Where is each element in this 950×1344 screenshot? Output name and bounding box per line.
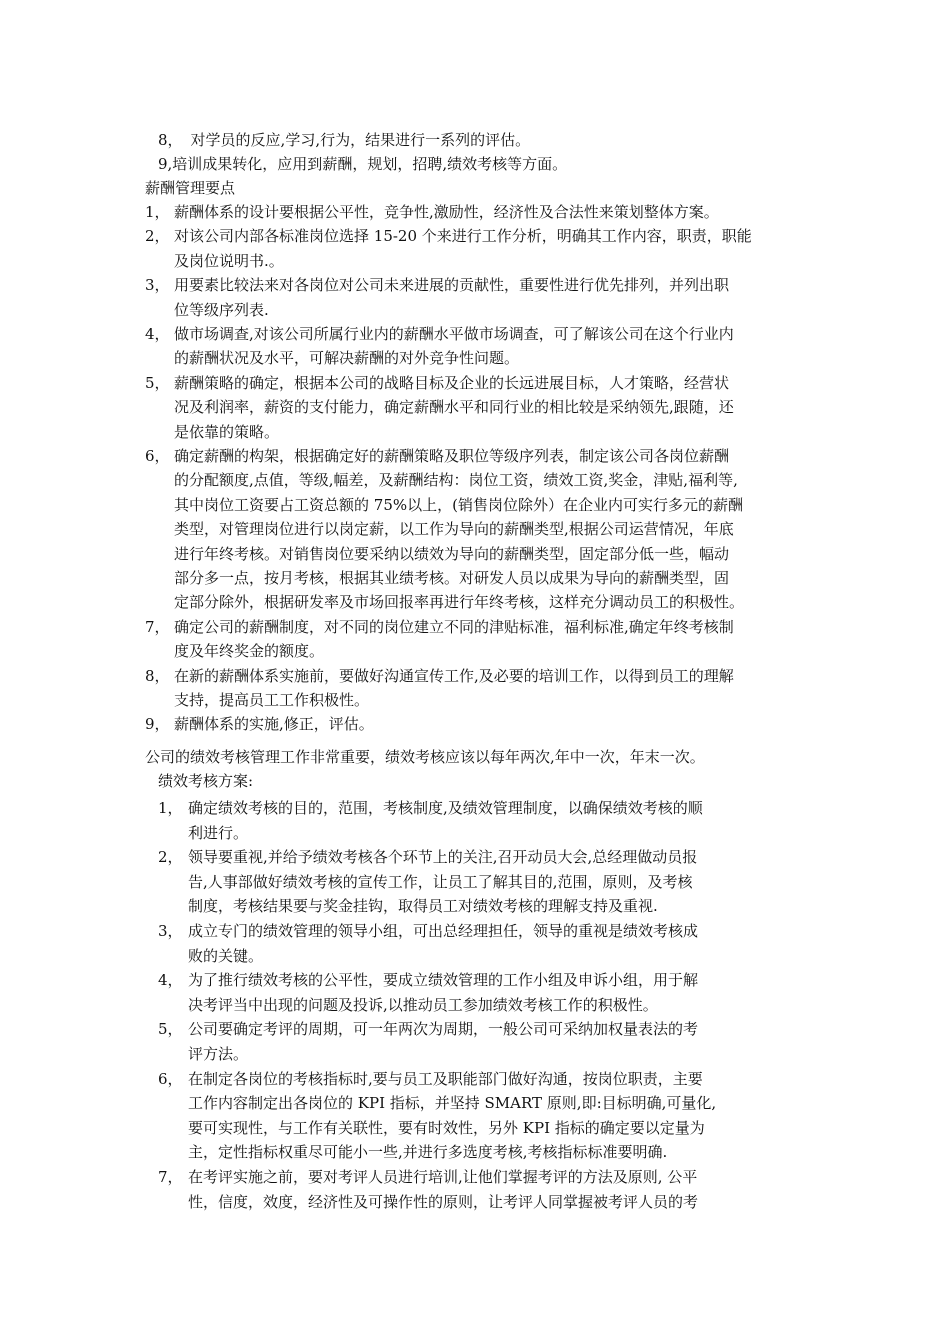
list-item-text: 位等级序列表. <box>174 300 269 319</box>
list-number: 9， <box>145 715 170 734</box>
salary-item-line <box>145 346 519 370</box>
list-item-text: 败的关键。 <box>188 946 264 965</box>
list-item-text: 要可实现性，与工作有关联性，要有时效性，另外 KPI 指标的确定要以定量为 <box>188 1118 705 1137</box>
appraisal-item-line <box>158 894 658 918</box>
list-item-text: 的薪酬状况及水平，可解决薪酬的对外竞争性问题。 <box>174 349 520 368</box>
top-item-9 <box>158 152 567 176</box>
salary-item-line <box>145 420 279 444</box>
salary-item-line <box>145 590 744 614</box>
salary-item-line <box>145 322 734 346</box>
list-item-text: 确定薪酬的构架，根据确定好的薪酬策略及职位等级序列表，制定该公司各岗位薪酬 <box>174 447 730 465</box>
list-number: 1， <box>145 203 170 221</box>
salary-item-line <box>145 615 734 639</box>
list-number: 5， <box>145 373 170 392</box>
list-item-text: 在新的薪酬体系实施前，要做好沟通宣传工作,及必要的培训工作，以得到员工的理解 <box>174 666 734 685</box>
list-item-text: 决考评当中出现的问题及投诉,以推动员工参加绩效考核工作的积极性。 <box>188 995 658 1014</box>
salary-item-line <box>145 395 734 419</box>
appraisal-item-line <box>158 870 693 894</box>
appraisal-item-line <box>158 821 248 845</box>
list-number: 8， <box>145 666 170 685</box>
list-number: 2， <box>145 227 170 246</box>
list-item-text: 确定公司的薪酬制度，对不同的岗位建立不同的津贴标准，福利标准,确定年终考核制 <box>174 617 734 636</box>
appraisal-item-line <box>158 944 263 968</box>
salary-item-line <box>145 688 369 712</box>
list-item-text: 度及年终奖金的额度。 <box>174 642 325 661</box>
appraisal-item-line <box>158 1140 667 1164</box>
list-number: 3， <box>158 922 183 940</box>
list-item-text: 9,培训成果转化，应用到薪酬，规划，招聘,绩效考核等方面。 <box>158 155 568 173</box>
list-item-text: 薪酬策略的确定，根据本公司的战略目标及企业的长远进展目标，人才策略，经营状 <box>174 373 730 392</box>
appraisal-item-line <box>158 1091 716 1115</box>
salary-item-line <box>145 224 752 248</box>
list-item-text: 领导要重视,并给予绩效考核各个环节上的关注,召开动员大会,总经理做动员报 <box>188 848 698 867</box>
appraisal-item-line <box>158 845 697 869</box>
list-item-text: 进行年终考核。对销售岗位要采纳以绩效为导向的薪酬类型，固定部分低一些，幅动 <box>174 544 730 563</box>
list-item-text: 性，信度，效度，经济性及可操作性的原则，让考评人同掌握被考评人员的考 <box>188 1192 699 1211</box>
list-item-text: 在制定各岗位的考核指标时,要与员工及职能部门做好沟通，按岗位职责，主要 <box>188 1069 703 1088</box>
list-item-text: 对该公司内部各标准岗位选择 15-20 个来进行工作分析，明确其工作内容，职责，职能 <box>174 227 752 246</box>
salary-item-line <box>145 468 738 492</box>
salary-item-line <box>145 566 729 590</box>
list-item-text: 定部分除外，根据研发率及市场回报率再进行年终考核，这样充分调动员工的积极性。 <box>174 593 745 612</box>
list-number: 7， <box>158 1168 183 1186</box>
section-heading-appraisal: 绩效考核方案: <box>158 772 254 790</box>
section-heading-salary: 薪酬管理要点 <box>145 179 236 197</box>
appraisal-item-line <box>158 796 703 820</box>
list-item-text: 成立专门的绩效管理的领导小组，可出总经理担任，领导的重视是绩效考核成 <box>188 922 699 940</box>
list-item-text: 在考评实施之前，要对考评人员进行培训,让他们掌握考评的方法及原则, 公平 <box>188 1168 698 1186</box>
salary-item-line <box>145 273 729 297</box>
list-item-text: 的分配额度,点值，等级,幅差，及薪酬结构：岗位工资，绩效工资,奖金，津贴,福利等, <box>174 471 738 490</box>
appraisal-item-line <box>158 968 698 992</box>
list-item-text: 制度，考核结果要与奖金挂钩，取得员工对绩效考核的理解支持及重视. <box>188 897 658 916</box>
list-item-text: 为了推行绩效考核的公平性，要成立绩效管理的工作小组及申诉小组，用于解 <box>188 971 699 990</box>
salary-item-line <box>145 444 729 468</box>
list-number: 6， <box>145 447 170 465</box>
appraisal-item-line <box>158 1190 698 1214</box>
list-number: 6， <box>158 1069 183 1088</box>
list-number: 8， <box>158 131 183 149</box>
list-item-text: 薪酬体系的实施,修正，评估。 <box>174 715 374 734</box>
appraisal-item-line <box>158 919 698 943</box>
list-item-text: 及岗位说明书.。 <box>174 251 284 270</box>
list-item-text: 工作内容制定出各岗位的 KPI 指标，并坚持 SMART 原则,即:目标明确,可量化, <box>188 1094 717 1113</box>
list-number: 1， <box>158 799 183 817</box>
list-item-text: 是依靠的策略。 <box>174 422 280 441</box>
appraisal-item-line <box>158 1116 705 1140</box>
list-item-text: 薪酬体系的设计要根据公平性，竞争性,激励性，经济性及合法性来策划整体方案。 <box>174 203 719 221</box>
salary-item-line <box>145 664 734 688</box>
list-item-text: 做市场调查,对该公司所属行业内的薪酬水平做市场调查，可了解该公司在这个行业内 <box>174 325 734 343</box>
list-number: 5， <box>158 1020 183 1039</box>
appraisal-item-line <box>158 1017 698 1041</box>
appraisal-item-line <box>158 1067 703 1091</box>
list-item-text: 用要素比较法来对各岗位对公司未来进展的贡献性，重要性进行优先排列，并列出职 <box>174 276 730 295</box>
appraisal-item-line <box>158 993 658 1017</box>
salary-item-line <box>145 493 743 517</box>
top-item-8 <box>158 128 530 152</box>
appraisal-paragraph: 公司的绩效考核管理工作非常重要，绩效考核应该以每年两次,年中一次，年末一次。 <box>145 748 705 766</box>
salary-item-line <box>145 249 284 273</box>
list-item-text: 公司要确定考评的周期，可一年两次为周期，一般公司可采纳加权量表法的考 <box>188 1020 699 1039</box>
list-item-text: 主，定性指标权重尽可能小一些,并进行多选度考核,考核指标标准要明确. <box>188 1143 668 1162</box>
salary-item-line <box>145 712 374 736</box>
list-item-text: 部分多一点，按月考核，根据其业绩考核。对研发人员以成果为导向的薪酬类型，固 <box>174 569 730 587</box>
list-number: 2， <box>158 848 183 867</box>
list-item-text: 类型，对管理岗位进行以岗定薪，以工作为导向的薪酬类型,根据公司运营情况，年底 <box>174 520 734 539</box>
list-item-text: 告,人事部做好绩效考核的宣传工作，让员工了解其目的,范围，原则，及考核 <box>188 872 693 891</box>
list-item-text: 评方法。 <box>188 1045 249 1063</box>
salary-item-line <box>145 517 734 541</box>
list-item-text: 况及利润率，薪资的支付能力，确定薪酬水平和同行业的相比较是采纳领先,跟随，还 <box>174 398 734 417</box>
appraisal-item-line <box>158 1165 697 1189</box>
list-number: 4， <box>145 325 170 343</box>
salary-item-line <box>145 639 324 663</box>
list-item-text: 利进行。 <box>188 823 249 842</box>
salary-item-line <box>145 200 719 224</box>
list-item-text: 对学员的反应,学习,行为，结果进行一系列的评估。 <box>190 131 531 149</box>
salary-item-line <box>145 371 729 395</box>
appraisal-item-line <box>158 1042 248 1066</box>
list-item-text: 确定绩效考核的目的，范围，考核制度,及绩效管理制度，以确保绩效考核的顺 <box>188 799 703 817</box>
salary-item-line <box>145 298 269 322</box>
salary-item-line <box>145 542 729 566</box>
list-number: 7， <box>145 617 170 636</box>
list-item-text: 其中岗位工资要占工资总额的 75%以上，(销售岗位除外）在企业内可实行多元的薪酬 <box>174 495 743 514</box>
list-item-text: 支持，提高员工工作积极性。 <box>174 691 370 709</box>
list-number: 4， <box>158 971 183 990</box>
list-number: 3， <box>145 276 170 295</box>
